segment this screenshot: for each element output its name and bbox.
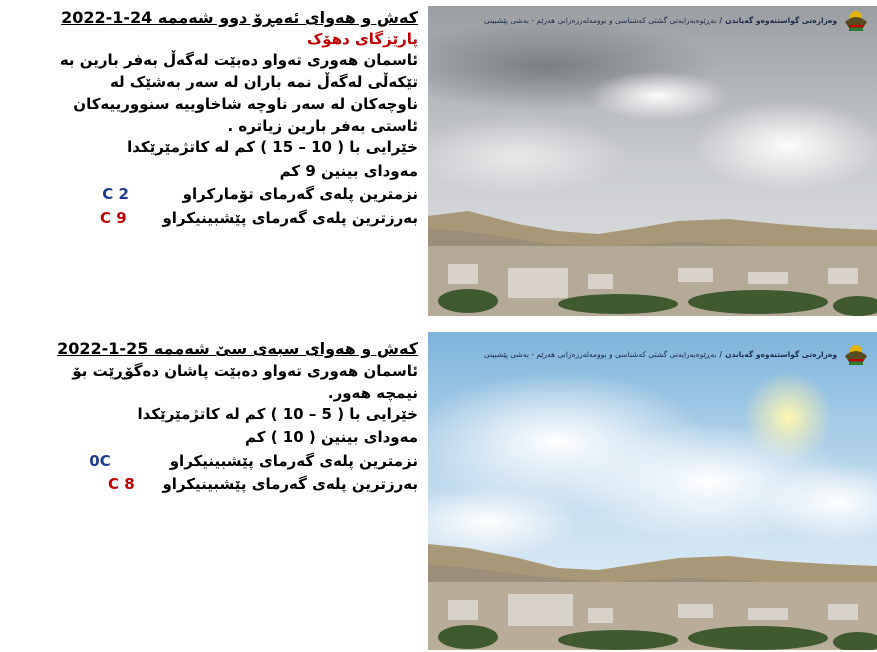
visibility: مەودای بینین ( 10 ) کم: [245, 428, 418, 446]
min-temp-value: 2 C: [102, 185, 129, 203]
forecast-title: کەش و هەوای ئەمڕۆ دوو شەممە 24-1-2022: [61, 8, 418, 27]
max-temp-row: [40, 474, 418, 495]
directorate-name: بەڕێوەبەرایەتی گشتی کەشناسی و بوومەلەرزەزانی هەرێم - بەشی پێشبینی: [483, 349, 717, 359]
city-landscape-image: [428, 332, 877, 650]
forecast-title: کەش و هەوای سبەی سێ شەممە 25-1-2022: [57, 339, 418, 358]
visibility: مەودای بینین 9 کم: [279, 161, 418, 180]
max-temp-value: 9 C: [100, 208, 127, 227]
min-temp-row: [40, 451, 418, 472]
wind-speed: خێرایی با ( 5 – 10 ) کم لە کاتژمێرێکدا: [137, 404, 418, 423]
directorate-name: بەڕێوەبەرایەتی گشتی کەشناسی و بوومەلەرزەزانی هەرێم - بەشی پێشبینی: [483, 15, 717, 25]
wind-speed: خێرایی با ( 10 – 15 ) کم لە کاتژمێرێکدا: [127, 138, 418, 156]
agency-header: [428, 340, 877, 368]
weather-photo-today: [428, 6, 877, 316]
agency-header: [428, 6, 877, 34]
forecast-city: پارێزگای دهۆک: [306, 29, 418, 48]
kurdistan-emblem-icon: [843, 8, 869, 32]
min-temp-label: نزمترین پلەی گەرمای پێشبینیکراو: [169, 451, 418, 470]
max-temp-row: [40, 208, 418, 229]
forecast-today: [40, 8, 418, 228]
max-temp-label: بەرزترین پلەی گەرمای پێشبینیکراو: [162, 475, 418, 493]
weather-photo-tomorrow: [428, 332, 877, 650]
forecast-description: ئاسمان هەوری تەواو دەبێت پاشان دەگۆڕێت بۆ نیمچە هەور.: [72, 361, 418, 402]
ministry-name: وەزارەتی گواستنەوەو گەیاندن: [725, 15, 837, 25]
agency-header-text: [484, 350, 837, 359]
forecast-description: ئاسمان هەوری تەواو دەبێت لەگەڵ بەفر بارین بە تێکەڵی لەگەڵ نمە باران لە سەر بەشێک لە ناوچەکان لە سەر ناوچە شاخاوییە سنوورییەکان ئاستی بەفر بارین زیاترە .: [59, 51, 418, 135]
city-landscape-image: [428, 6, 877, 316]
forecast-tomorrow: [40, 339, 418, 495]
header-separator: /: [719, 15, 723, 25]
ministry-name: وەزارەتی گواستنەوەو گەیاندن: [725, 349, 837, 359]
min-temp-value: 0C: [89, 451, 111, 470]
min-temp-row: [40, 184, 418, 205]
max-temp-value: 8 C: [108, 475, 135, 493]
header-separator: /: [719, 349, 723, 359]
kurdistan-emblem-icon: [843, 342, 869, 366]
agency-header-text: [484, 16, 837, 25]
max-temp-label: بەرزترین پلەی گەرمای پێشبینیکراو: [162, 208, 418, 227]
min-temp-label: نزمترین پلەی گەرمای تۆمارکراو: [182, 185, 418, 203]
